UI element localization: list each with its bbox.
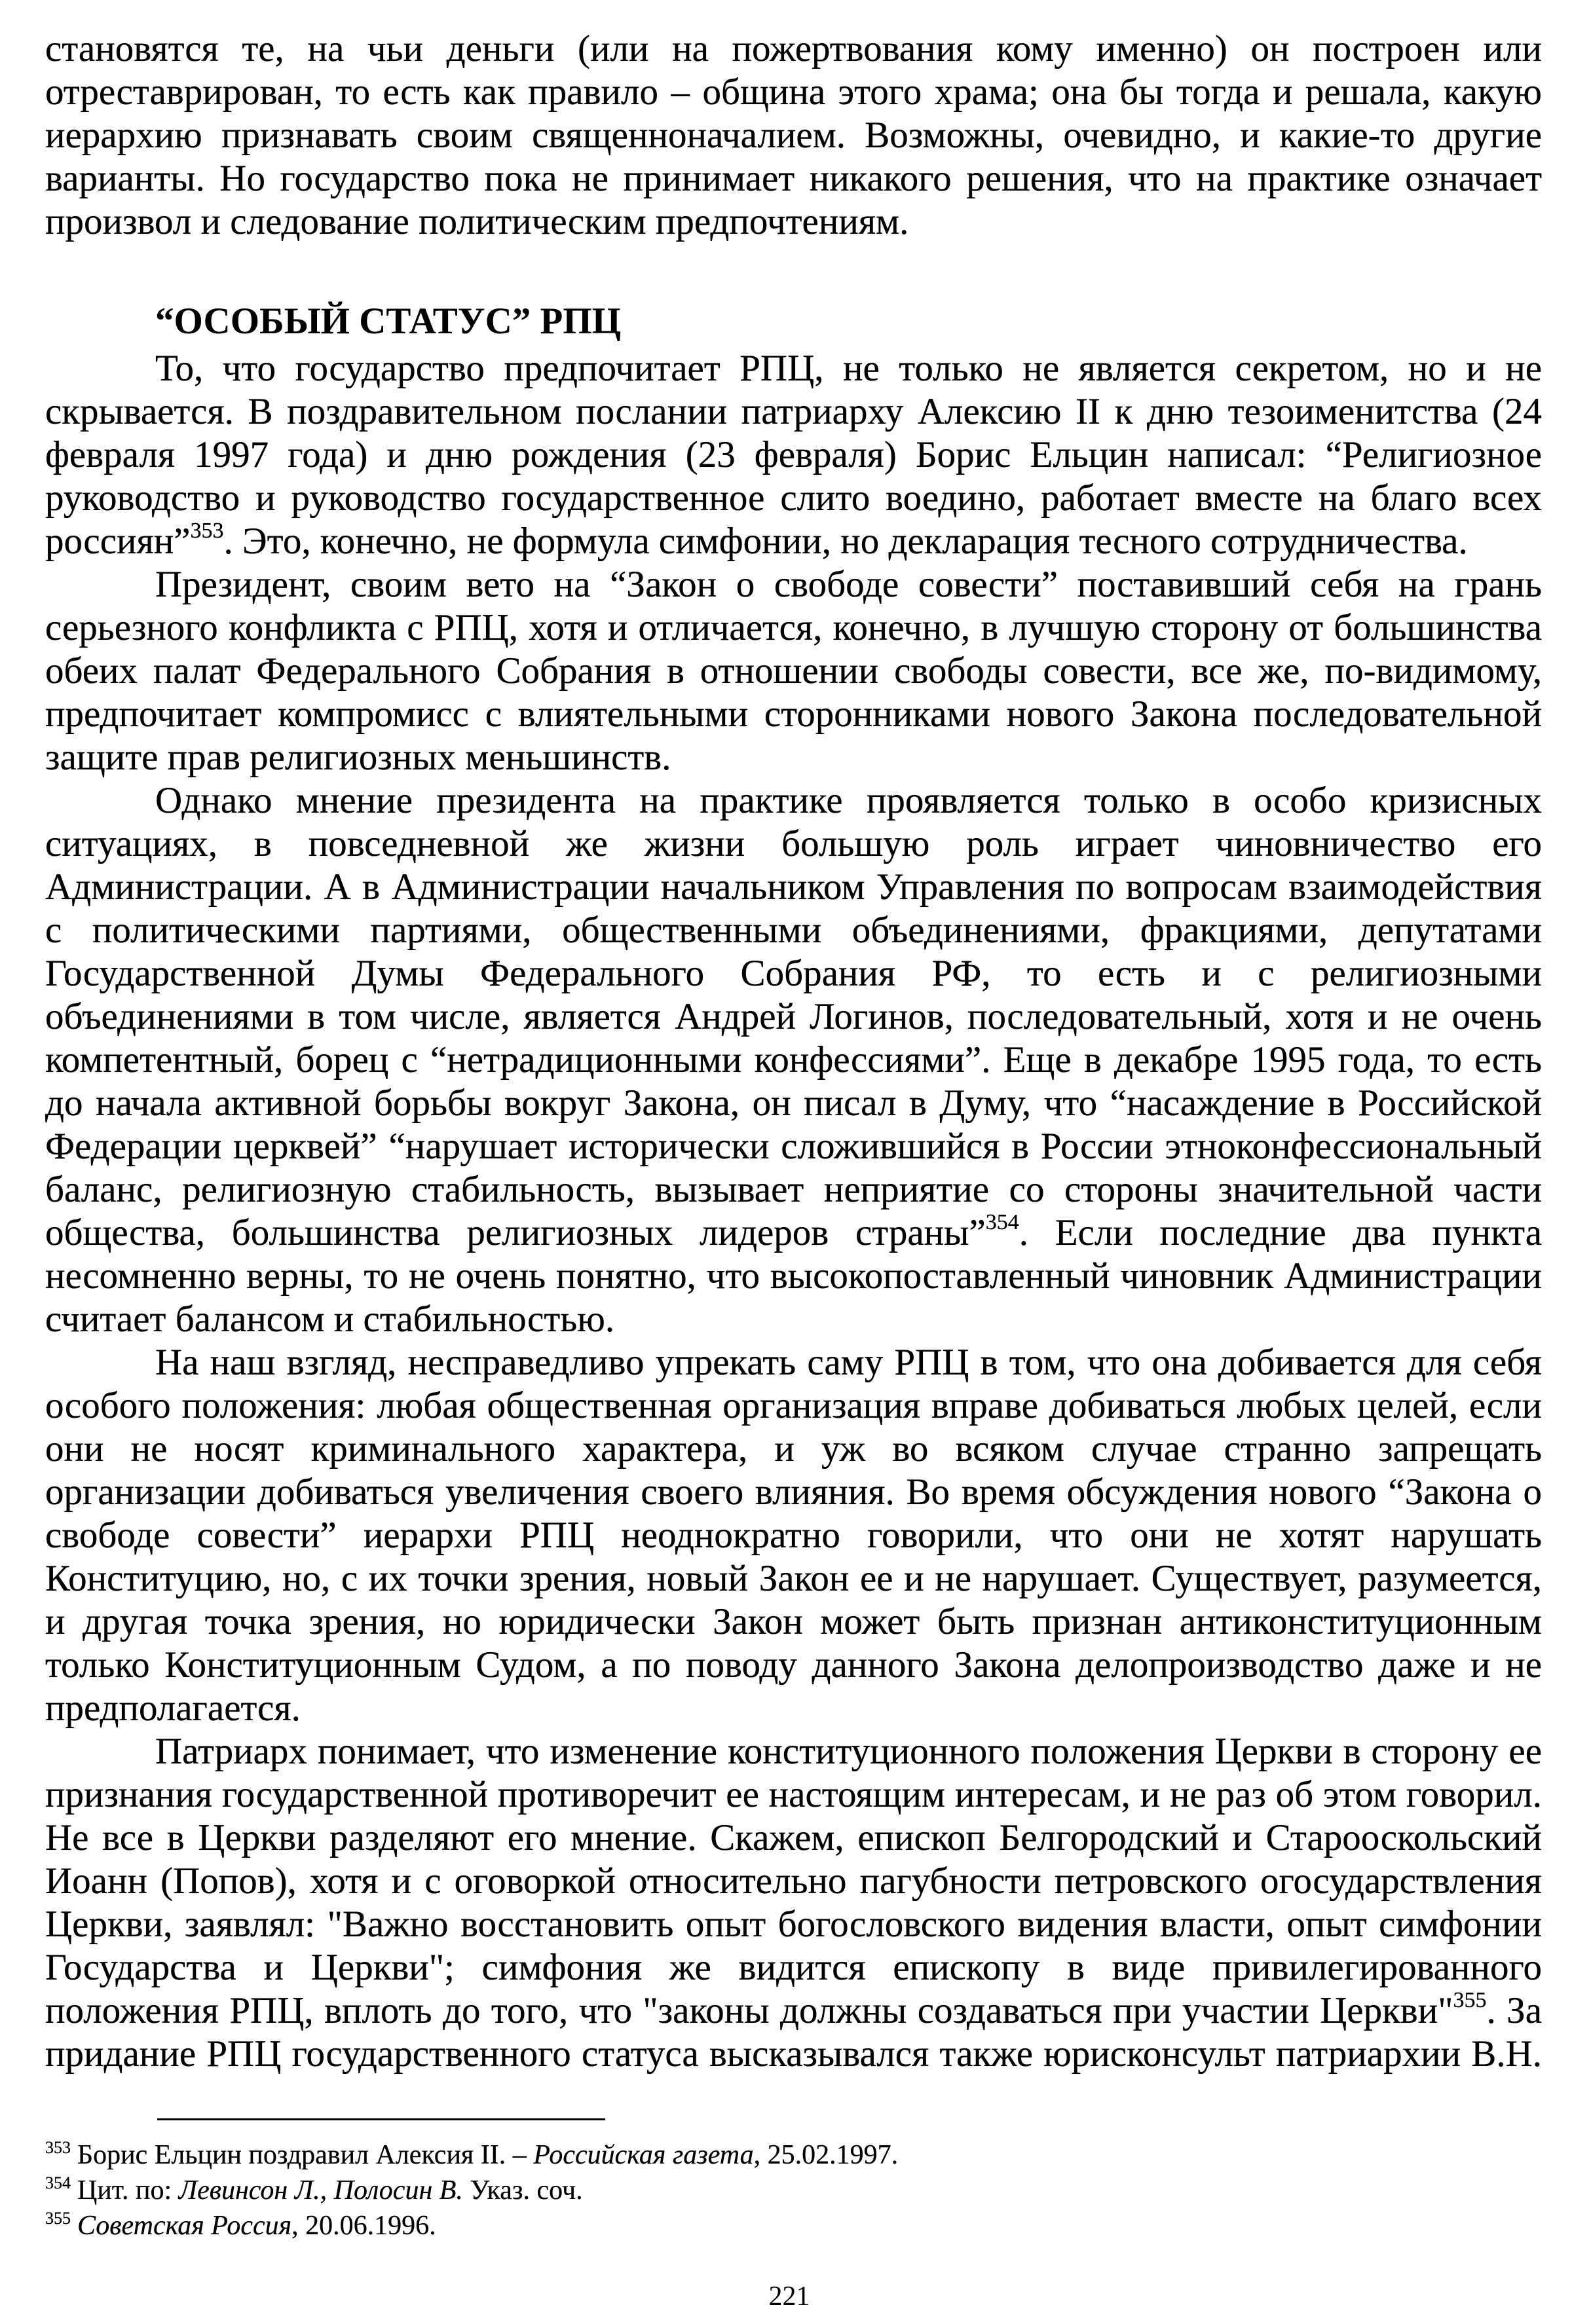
footnote-ref[interactable]: 353 [190, 519, 224, 543]
section-heading: “ОСОБЫЙ СТАТУС” РПЦ [155, 301, 622, 342]
footnote [45, 2137, 1542, 2173]
footnote-number: 354 [45, 2173, 71, 2192]
footnote-divider [157, 2118, 605, 2120]
footnote-source: Левинсон Л., Полосин В. [178, 2175, 463, 2205]
footnote-text: , 20.06.1996. [291, 2211, 436, 2241]
paragraph-text: . Если последние два пункта несомненно верны, то не очень понятно, что высокопоставленный чиновник Администрации считает балансом и стабильностью. [45, 1212, 1543, 1340]
paragraph: На наш взгляд, несправедливо упрекать саму РПЦ в том, что она добивается для себя особого положения: любая общественная организация вправе добиваться любых целей, если они не носят криминального характера, и уж во всяком случае странно запрещать организации добиваться увеличения своего влияния. Во время обсуждения нового “Закона о свободе совести” иерархи РПЦ неоднократно говорили, что они не хотят нарушать Конституцию, но, с их точки зрения, новый Закон ее и не нарушает. Существует, разумеется, и другая точка зрения, но юридически Закон может быть признан антиконституционным только Конституционным Судом, а по поводу данного Закона делопроизводство даже и не предполагается. [45, 1342, 1542, 1729]
footnote-ref[interactable]: 354 [985, 1210, 1019, 1234]
page-number: 221 [768, 2281, 810, 2312]
continuation-text [45, 28, 1542, 244]
footnote-ref[interactable]: 355 [1453, 1988, 1487, 2012]
paragraph [45, 779, 1542, 1341]
paragraph [45, 1730, 1542, 2076]
footnotes [45, 2137, 1542, 2243]
paragraph-text: Однако мнение президента на практике проявляется только в особо кризисных ситуациях, в повседневной же жизни большую роль играет чиновничество его Администрации. А в Администрации начальником Управления по вопросам взаимодействия с политическими партиями, общественными объединениями, фракциями, депутатами Государственной Думы Федерального Собрания РФ, то есть и с религиозными объединениями в том числе, является Андрей Логинов, последовательный, хотя и не очень компетентный, борец с “нетрадиционными конфессиями”. Еще в декабре 1995 года, то есть до начала активной борьбы вокруг Закона, он писал в Думу, что “насаждение в Российской Федерации церквей” “нарушает исторически сложившийся в России этноконфессиональный баланс, религиозную стабильность, вызывает неприятие со стороны значительной части общества, большинства религиозных лидеров страны” [45, 780, 1542, 1253]
footnote-source: Российская газета [533, 2140, 754, 2170]
paragraph-text: Патриарх понимает, что изменение конституционного положения Церкви в сторону ее признания государственной противоречит ее настоящим интересам, и не раз об этом говорил. Не все в Церкви разделяют его мнение. Скажем, епископ Белгородский и Старооскольский Иоанн (Попов), хотя и с оговоркой относительно пагубности петровского огосударствления Церкви, заявлял: "Важно восстановить опыт богословского видения власти, опыт симфонии Государства и Церкви"; симфония же видится епископу в виде привилегированного положения РПЦ, вплоть до того, что "законы должны создаваться при участии Церкви" [45, 1731, 1542, 2031]
footnote-text: , 25.02.1997. [753, 2140, 899, 2170]
paragraph-text: . Это, конечно, не формула симфонии, но декларация тесного сотрудничества. [223, 521, 1468, 562]
footnote-source: Советская Россия [77, 2211, 292, 2241]
paragraph-text: . За придание РПЦ государственного статуса высказывался также юрисконсульт патриархии В.Н. [45, 1990, 1542, 2075]
body-text [45, 347, 1542, 2076]
paragraph [45, 347, 1542, 563]
footnote-text: Борис Ельцин поздравил Алексия II. – [77, 2140, 534, 2170]
paragraph: Президент, своим вето на “Закон о свободе совести” поставивший себя на грань серьезного конфликта с РПЦ, хотя и отличается, конечно, в лучшую сторону от большинства обеих палат Федерального Собрания в отношении свободы совести, все же, по-видимому, предпочитает компромисс с влиятельными сторонниками нового Закона последовательной защите прав религиозных меньшинств. [45, 564, 1542, 778]
paragraph: становятся те, на чьи деньги (или на пожертвования кому именно) он построен или отреставрирован, то есть как правило – община этого храма; она бы тогда и решала, какую иерархию признавать своим священноначалием. Возможны, очевидно, и какие-то другие варианты. Но государство пока не принимает никакого решения, что на практике означает произвол и следование политическим предпочтениям. [45, 28, 1542, 242]
paragraph-text: То, что государство предпочитает РПЦ, не только не является секретом, но и не скрывается. В поздравительном послании патриарху Алексию II к дню тезоименитства (24 февраля 1997 года) и дню рождения (23 февраля) Борис Ельцин написал: “Религиозное руководство и руководство государственное слито воедино, работает вместе на благо всех россиян” [45, 348, 1542, 562]
footnote [45, 2173, 1542, 2208]
footnote-text: Указ. соч. [462, 2175, 583, 2205]
footnote [45, 2208, 1542, 2243]
footnote-number: 355 [45, 2209, 71, 2228]
footnote-text: Цит. по: [77, 2175, 179, 2205]
footnote-number: 353 [45, 2138, 71, 2157]
